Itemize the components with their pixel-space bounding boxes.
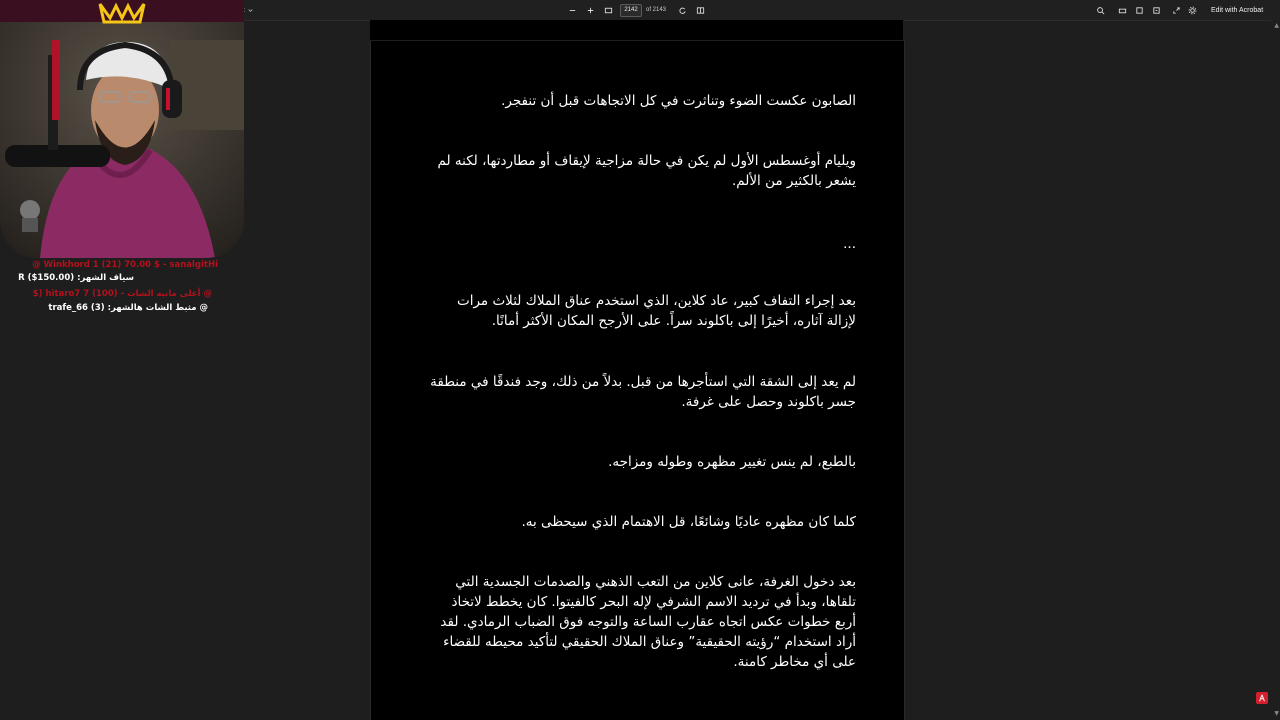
paragraph-5: بالطبع، لم ينس تغيير مظهره وطوله ومزاجه. — [608, 454, 856, 470]
page-number-input[interactable]: 2142 — [620, 4, 642, 17]
paragraph-6: كلما كان مظهره عاديًا وشائعًا، قل الاهتمام الذي سيحظى به. — [521, 514, 856, 530]
settings-icon[interactable] — [1186, 4, 1198, 16]
print-icon[interactable] — [1116, 4, 1128, 16]
paragraph-1: الصابون عكست الضوء وتناثرت في كل الاتجاهات قبل أن تنفجر. — [501, 93, 856, 109]
save-as-icon[interactable] — [1150, 4, 1162, 16]
scroll-up-icon[interactable]: ▲ — [1274, 22, 1279, 29]
vertical-scrollbar[interactable] — [1271, 20, 1280, 720]
webcam-overlay — [0, 0, 244, 258]
acrobat-logo-icon[interactable] — [1256, 692, 1268, 704]
zoom-in-icon[interactable] — [584, 4, 596, 16]
fullscreen-icon[interactable] — [1170, 4, 1182, 16]
chat-line-4: @ مثبط الشات هالشهر: (3) trafe_66 — [48, 303, 208, 313]
paragraph-4: لم يعد إلى الشقة التي استأجرها من قبل. بدلاً من ذلك، وجد فندقًا في منطقة جسر باكلوند وحصل على غرفة. — [430, 374, 856, 410]
scroll-down-icon[interactable]: ▼ — [1274, 710, 1279, 717]
paragraph-7: بعد دخول الغرفة، عانى كلاين من التعب الذهني والصدمات الجسدية التي تلقاها، وبدأ في ترديد الاسم الشرفي لإله البحر كالفيتوا. كان يخطط لاتخاذ أربع خطوات عكس اتجاه عقارب الساعة والتوجه فوق الضباب الرمادي. لقد أراد استخدام “رؤيته الحقيقية” وعناق الملاك الحقيقي لتأكيد محيطه للقضاء على أي مخاطر كامنة. — [440, 574, 856, 670]
zoom-out-icon[interactable] — [566, 4, 578, 16]
previous-page-edge — [370, 20, 903, 40]
webcam-feed-image — [0, 0, 244, 258]
paragraph-ellipsis: ... — [843, 236, 856, 252]
chevron-down-icon[interactable] — [245, 4, 257, 16]
fit-page-icon[interactable] — [602, 4, 614, 16]
paragraph-3: بعد إجراء التفاف كبير، عاد كلاين، الذي استخدم عناق الملاك لثلاث مرات لإزالة آثاره، أخيرًا إلى باكلوند سراً. على الأرجح المكان الأكثر أمانًا. — [457, 293, 856, 329]
edit-with-acrobat-button[interactable]: Edit with Acrobat — [1211, 6, 1264, 14]
crown-logo-icon — [98, 0, 146, 24]
page-view-icon[interactable] — [694, 4, 706, 16]
paragraph-2: ويليام أوغسطس الأول لم يكن في حالة مزاجية لإيقاف أو مطاردتها، لكنه لم يشعر بالكثير من الألم. — [437, 153, 856, 189]
chat-line-2: سياف الشهر: R ($150.00) — [18, 273, 134, 283]
page-total-label: of 2143 — [646, 7, 667, 13]
rotate-icon[interactable] — [676, 4, 688, 16]
pdf-page — [370, 41, 905, 720]
toolbar-center-group — [566, 0, 706, 20]
search-icon[interactable] — [1094, 4, 1106, 16]
chat-line-3: @ أعلى مانيه الشات - (100) 7 hitaro7 ($ — [32, 289, 212, 299]
toolbar-right-group — [1094, 0, 1263, 20]
save-icon[interactable] — [1133, 4, 1145, 16]
chat-line-1: Winkhord 1 (21) 70.00 $ - sanalgitHi @ — [32, 260, 218, 270]
